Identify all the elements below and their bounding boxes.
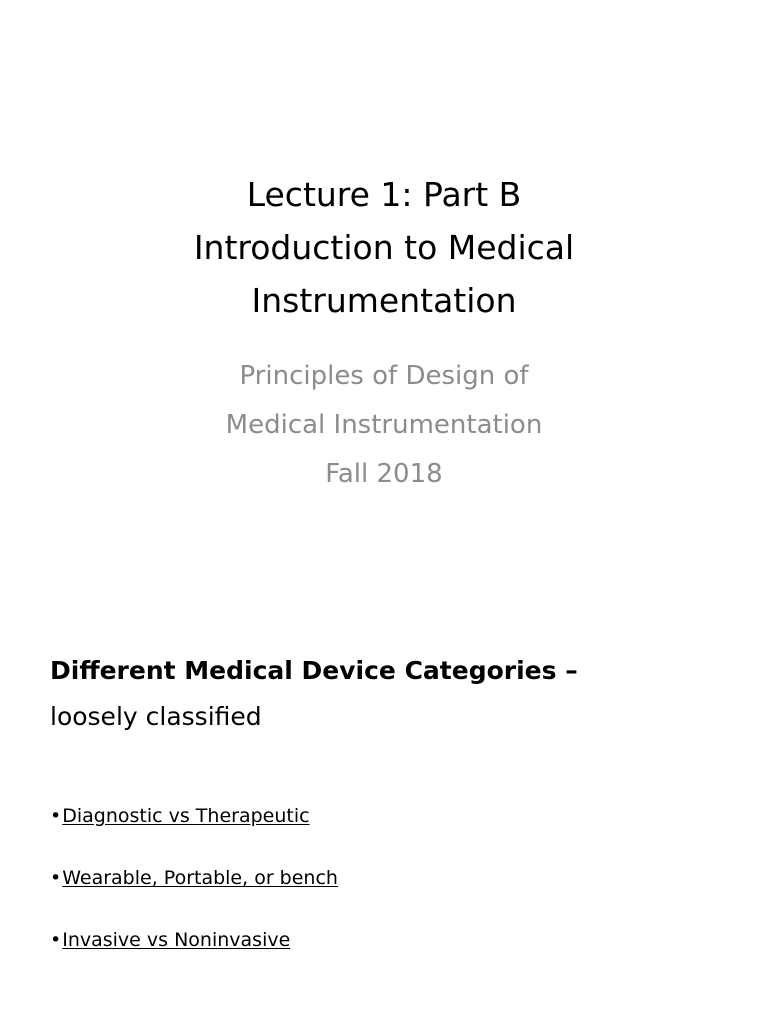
heading-bold-text: Different Medical Device Categories – — [50, 656, 578, 685]
title-line: Instrumentation — [251, 281, 517, 320]
subtitle-line: Fall 2018 — [325, 459, 443, 489]
slide-heading — [50, 648, 740, 740]
bullet-list — [50, 796, 338, 982]
slide-title-heading — [0, 168, 768, 327]
subtitle-line: Principles of Design of — [239, 361, 529, 391]
list-item — [50, 796, 338, 858]
bullet-icon: • — [50, 867, 62, 889]
list-item — [50, 920, 338, 982]
bullet-icon: • — [50, 805, 62, 827]
list-item — [50, 858, 338, 920]
bullet-text-invasive: Invasive vs Noninvasive — [62, 929, 291, 951]
title-line: Introduction to Medical — [193, 228, 575, 267]
slide-subtitle — [0, 352, 768, 499]
bullet-text-wearable: Wearable, Portable, or bench — [62, 867, 338, 889]
title-line: Lecture 1: Part B — [246, 175, 522, 214]
slide-categories — [0, 600, 768, 1024]
subtitle-line: Medical Instrumentation — [225, 410, 543, 440]
heading-normal-text: loosely classified — [50, 702, 262, 731]
bullet-text-diagnostic: Diagnostic vs Therapeutic — [62, 805, 310, 827]
bullet-icon: • — [50, 929, 62, 951]
